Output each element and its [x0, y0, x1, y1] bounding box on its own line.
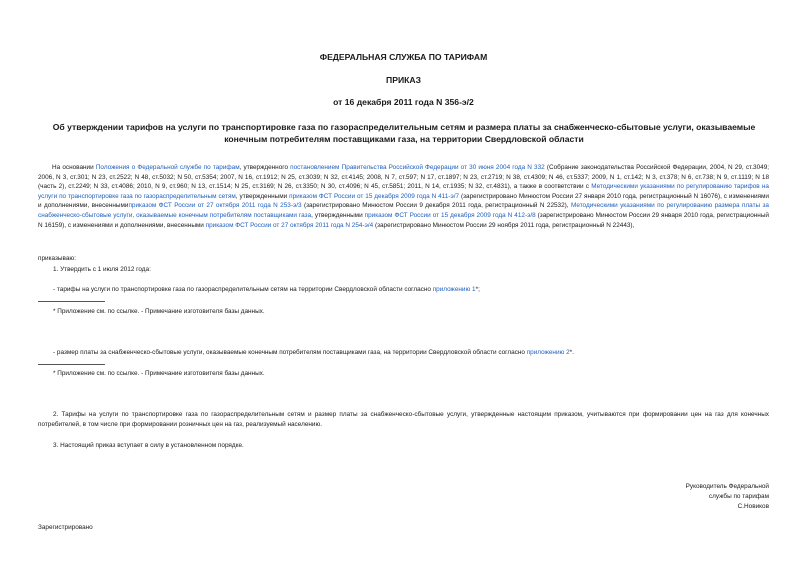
signature-position-line-2: службы по тарифам: [708, 493, 769, 500]
document-date-number: от 16 декабря 2011 года N 356-э/2: [333, 97, 474, 107]
document-title: [38, 121, 770, 145]
prikazyvayu-label: приказываю:: [38, 255, 76, 262]
signature-name: С.Новиков: [737, 503, 769, 510]
agency-name: ФЕДЕРАЛЬНАЯ СЛУЖБА ПО ТАРИФАМ: [319, 52, 488, 62]
preamble-text: (Собрание законодательства Российской Федерации, 2004, N 29, ст.3049; 2006, N 3, ст.301; N 23, ст.2522; N 48, ст.5032; N 50, ст.5354; 2007, N 16, ст.1912; N 25, ст.3039; N 32, ст.4145; 2008, N 7, ст.597; N 17, ст.1897; N 23, ст.2719; N 38, ст.4309; N 46, ст.5337; 2009, N 1, ст.142; N 3, ст.378; N 6, ст.738; N 9, ст.1119; N 18 (часть 2), ст.2249; N 33, ст.4086; 2010, N 9, ст.960; N 13, ст.1514; N 25, ст.3169; N 26, ст.3350; N 30, ст.4096; N 45, ст.5851; 2011, N 14, ст.1935; N 32, ст.4831),: [38, 164, 770, 191]
order-sub-item-2: - размер платы за снабженческо-сбытовые услуги, оказываемые конечным потребителям поставщиками газа, на территории Свердловской области согласно приложению 2*.: [53, 349, 574, 356]
footnote-divider: [38, 364, 105, 365]
order-item-1: 1. Утвердить с 1 июля 2012 года:: [53, 266, 151, 273]
link-government-decree-332[interactable]: постановлением Правительства Российской Федерации от 30 июня 2004 года N 332: [290, 164, 545, 171]
footnote-2: * Приложение см. по ссылке. - Примечание изготовителя базы данных.: [53, 370, 265, 377]
link-appendix-1[interactable]: приложению 1: [432, 286, 476, 293]
registered-label: Зарегистрировано: [38, 524, 93, 531]
link-order-412[interactable]: приказом ФСТ России от 15 декабря 2009 года N 412-э/8: [364, 211, 536, 219]
preamble-text: На основании: [52, 164, 96, 171]
title-line-2: конечным потребителям поставщиками газа, на территории Свердловской области: [224, 134, 584, 144]
link-order-253[interactable]: приказом ФСТ России от 27 октября 2011 года N 253-э/3: [128, 202, 302, 210]
footnote-1: * Приложение см. по ссылке. - Примечание изготовителя базы данных.: [53, 308, 265, 315]
link-fst-regulation[interactable]: Положения о Федеральной службе по тарифам: [95, 164, 240, 171]
link-appendix-2[interactable]: приложению 2: [526, 349, 570, 356]
preamble-text: (зарегистрировано Минюстом России 29 ноября 2011 года, регистрационный N 22443),: [373, 221, 635, 229]
preamble-text: (зарегистрировано Минюстом России 29 января 2010 года, регистрационный N 16159), с изменениями и дополнениями, внесенными: [38, 211, 769, 229]
signature-block: [686, 482, 769, 512]
order-item-2: 2. Тарифы на услуги по транспортировке газа по газораспределительным сетям и размер платы за снабженческо-сбытовые услуги, утвержденные настоящим приказом, учитываются при формировании цен на газ для конечных потребителей, в том числе при формировании розничных цен на газ, реализуемый населению.: [38, 411, 769, 428]
title-line-1: Об утверждении тарифов на услуги по транспортировке газа по газораспределительным сетям и размера платы за снабженческо-сбытовые услуги, оказываемые: [52, 122, 756, 132]
order-item-3: 3. Настоящий приказ вступает в силу в установленном порядке.: [53, 442, 244, 449]
preamble-text: (зарегистрировано Минюстом России 27 января 2010 года, регистрационный N 16076), с изменениями и дополнениями, внесенными: [38, 192, 769, 210]
preamble-text: , утвержденными: [235, 192, 290, 200]
link-order-254[interactable]: приказом ФСТ России от 27 октября 2011 года N 254-э/4: [205, 221, 374, 229]
preamble-text: (зарегистрировано Минюстом России 9 декабря 2011 года, регистрационный N 22532),: [301, 202, 571, 210]
footnote-divider: [38, 301, 105, 302]
order-sub-item-1: - тарифы на услуги по транспортировке газа по газораспределительным сетям на территории Свердловской области согласно приложению 1*;: [53, 286, 480, 293]
document-type: ПРИКАЗ: [386, 75, 421, 85]
preamble-text: , утвержденного: [239, 164, 291, 171]
signature-position-line-1: Руководитель Федеральной: [685, 483, 769, 490]
preamble-text: , утвержденными: [311, 211, 365, 219]
preamble-text: а также в соответствии с: [513, 183, 592, 191]
preamble-paragraph: [38, 163, 769, 230]
link-methodical-instructions-supply[interactable]: Методическими указаниями по регулированию размера платы за снабженческо-сбытовые услуги, оказываемые конечным потребителям поставщиками газа: [38, 202, 769, 219]
link-methodical-instructions-transport[interactable]: Методическими указаниями по регулированию тарифов на услуги по транспортировке газа по газораспределительным сетям: [38, 183, 769, 200]
link-order-411[interactable]: приказом ФСТ России от 15 декабря 2009 года N 411-э/7: [289, 192, 460, 200]
